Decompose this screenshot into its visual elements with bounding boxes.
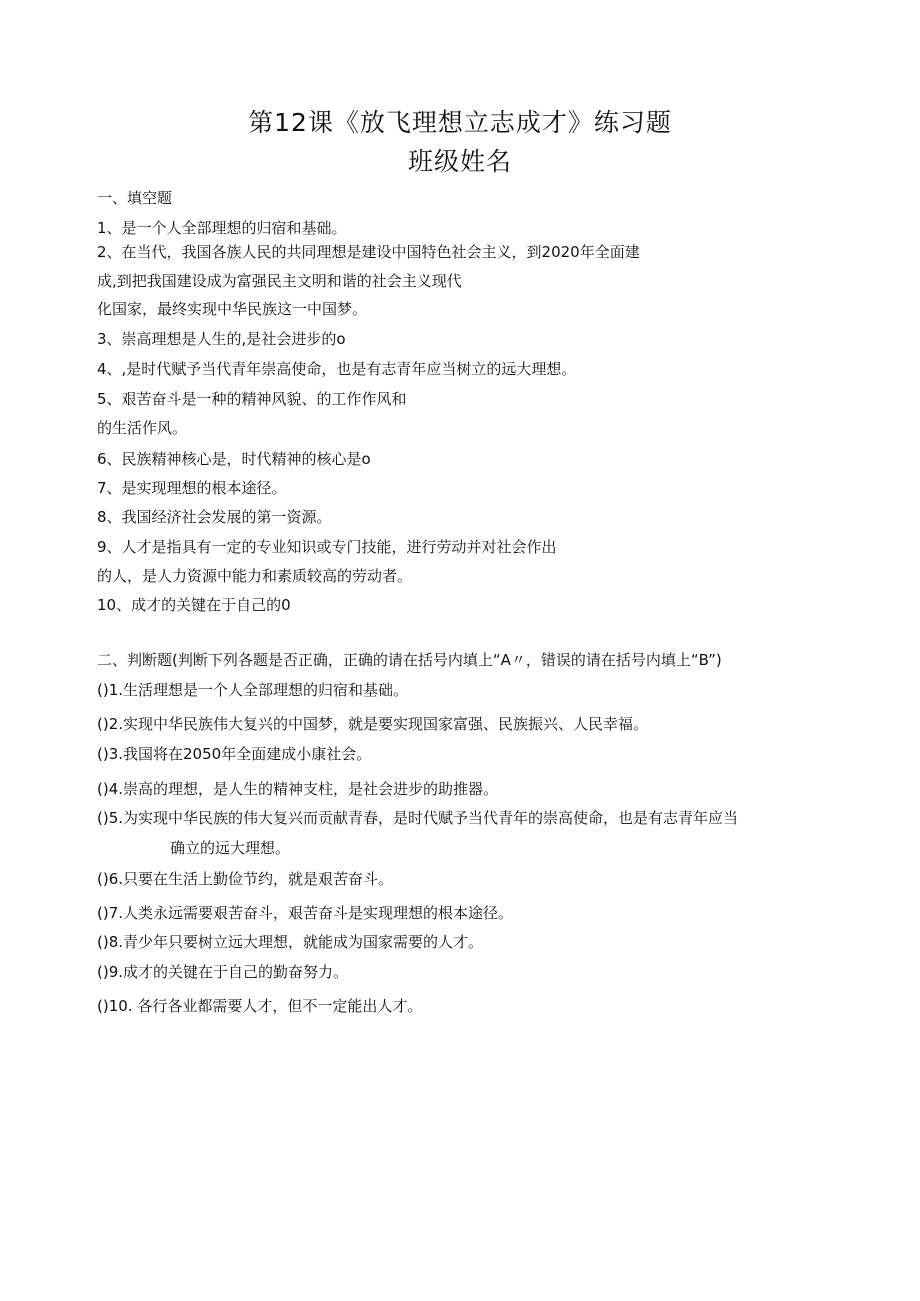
fill-question-line: 4、,是时代赋予当代青年崇高使命，也是有志青年应当树立的远大理想。 bbox=[97, 360, 577, 378]
judge-question-line: 确立的远大理想。 bbox=[170, 839, 291, 857]
section1-heading: 一、填空题 bbox=[97, 189, 173, 207]
judge-question-line: ()4.崇高的理想，是人生的精神支柱，是社会进步的助推器。 bbox=[97, 780, 499, 798]
page-subtitle: 班级姓名 bbox=[407, 147, 512, 176]
judge-question-line: ()1.生活理想是一个人全部理想的归宿和基础。 bbox=[97, 681, 409, 699]
judge-question-line: ()5.为实现中华民族的伟大复兴而贡献青春，是时代赋予当代青年的崇高使命，也是有志青年应当 bbox=[97, 809, 739, 827]
fill-question-line: 10、成才的关键在于自己的0 bbox=[97, 596, 291, 614]
page-title: 第12课《放飞理想立志成才》练习题 bbox=[248, 108, 672, 137]
judge-question-line: ()6.只要在生活上勤俭节约，就是艰苦奋斗。 bbox=[97, 870, 394, 888]
fill-question-line: 9、人才是指具有一定的专业知识或专门技能，进行劳动并对社会作出 bbox=[97, 538, 557, 556]
judge-question-line: ()9.成才的关键在于自己的勤奋努力。 bbox=[97, 963, 349, 981]
fill-question-line: 8、我国经济社会发展的第一资源。 bbox=[97, 508, 332, 526]
fill-question-line: 的人，是人力资源中能力和素质较高的劳动者。 bbox=[97, 567, 413, 585]
fill-question-line: 5、艰苦奋斗是一种的精神风貌、的工作作风和 bbox=[97, 390, 407, 408]
judge-question-line: ()3.我国将在2050年全面建成小康社会。 bbox=[97, 745, 372, 763]
fill-question-line: 6、民族精神核心是，时代精神的核心是o bbox=[97, 450, 371, 468]
judge-question-line: ()10. 各行各业都需要人才，但不一定能出人才。 bbox=[97, 997, 423, 1015]
fill-question-line: 化国家，最终实现中华民族这一中国梦。 bbox=[97, 300, 368, 318]
judge-question-line: ()8.青少年只要树立远大理想，就能成为国家需要的人才。 bbox=[97, 933, 484, 951]
fill-question-line: 1、是一个人全部理想的归宿和基础。 bbox=[97, 219, 347, 237]
fill-question-line: 成,到把我国建设成为富强民主文明和谐的社会主义现代 bbox=[97, 272, 462, 290]
judge-question-line: ()2.实现中华民族伟大复兴的中国梦，就是要实现国家富强、民族振兴、人民幸福。 bbox=[97, 715, 649, 733]
fill-question-line: 3、崇高理想是人生的,是社会进步的o bbox=[97, 330, 346, 348]
fill-question-line: 的生活作风。 bbox=[97, 419, 188, 437]
judge-question-line: ()7.人类永远需要艰苦奋斗，艰苦奋斗是实现理想的根本途径。 bbox=[97, 904, 514, 922]
fill-question-line: 2、在当代，我国各族人民的共同理想是建设中国特色社会主义，到2020年全面建 bbox=[97, 243, 640, 261]
section2-heading: 二、判断题(判断下列各题是否正确，正确的请在括号内填上“A〃，错误的请在括号内填上“B”) bbox=[97, 651, 722, 669]
fill-question-line: 7、是实现理想的根本途径。 bbox=[97, 479, 287, 497]
